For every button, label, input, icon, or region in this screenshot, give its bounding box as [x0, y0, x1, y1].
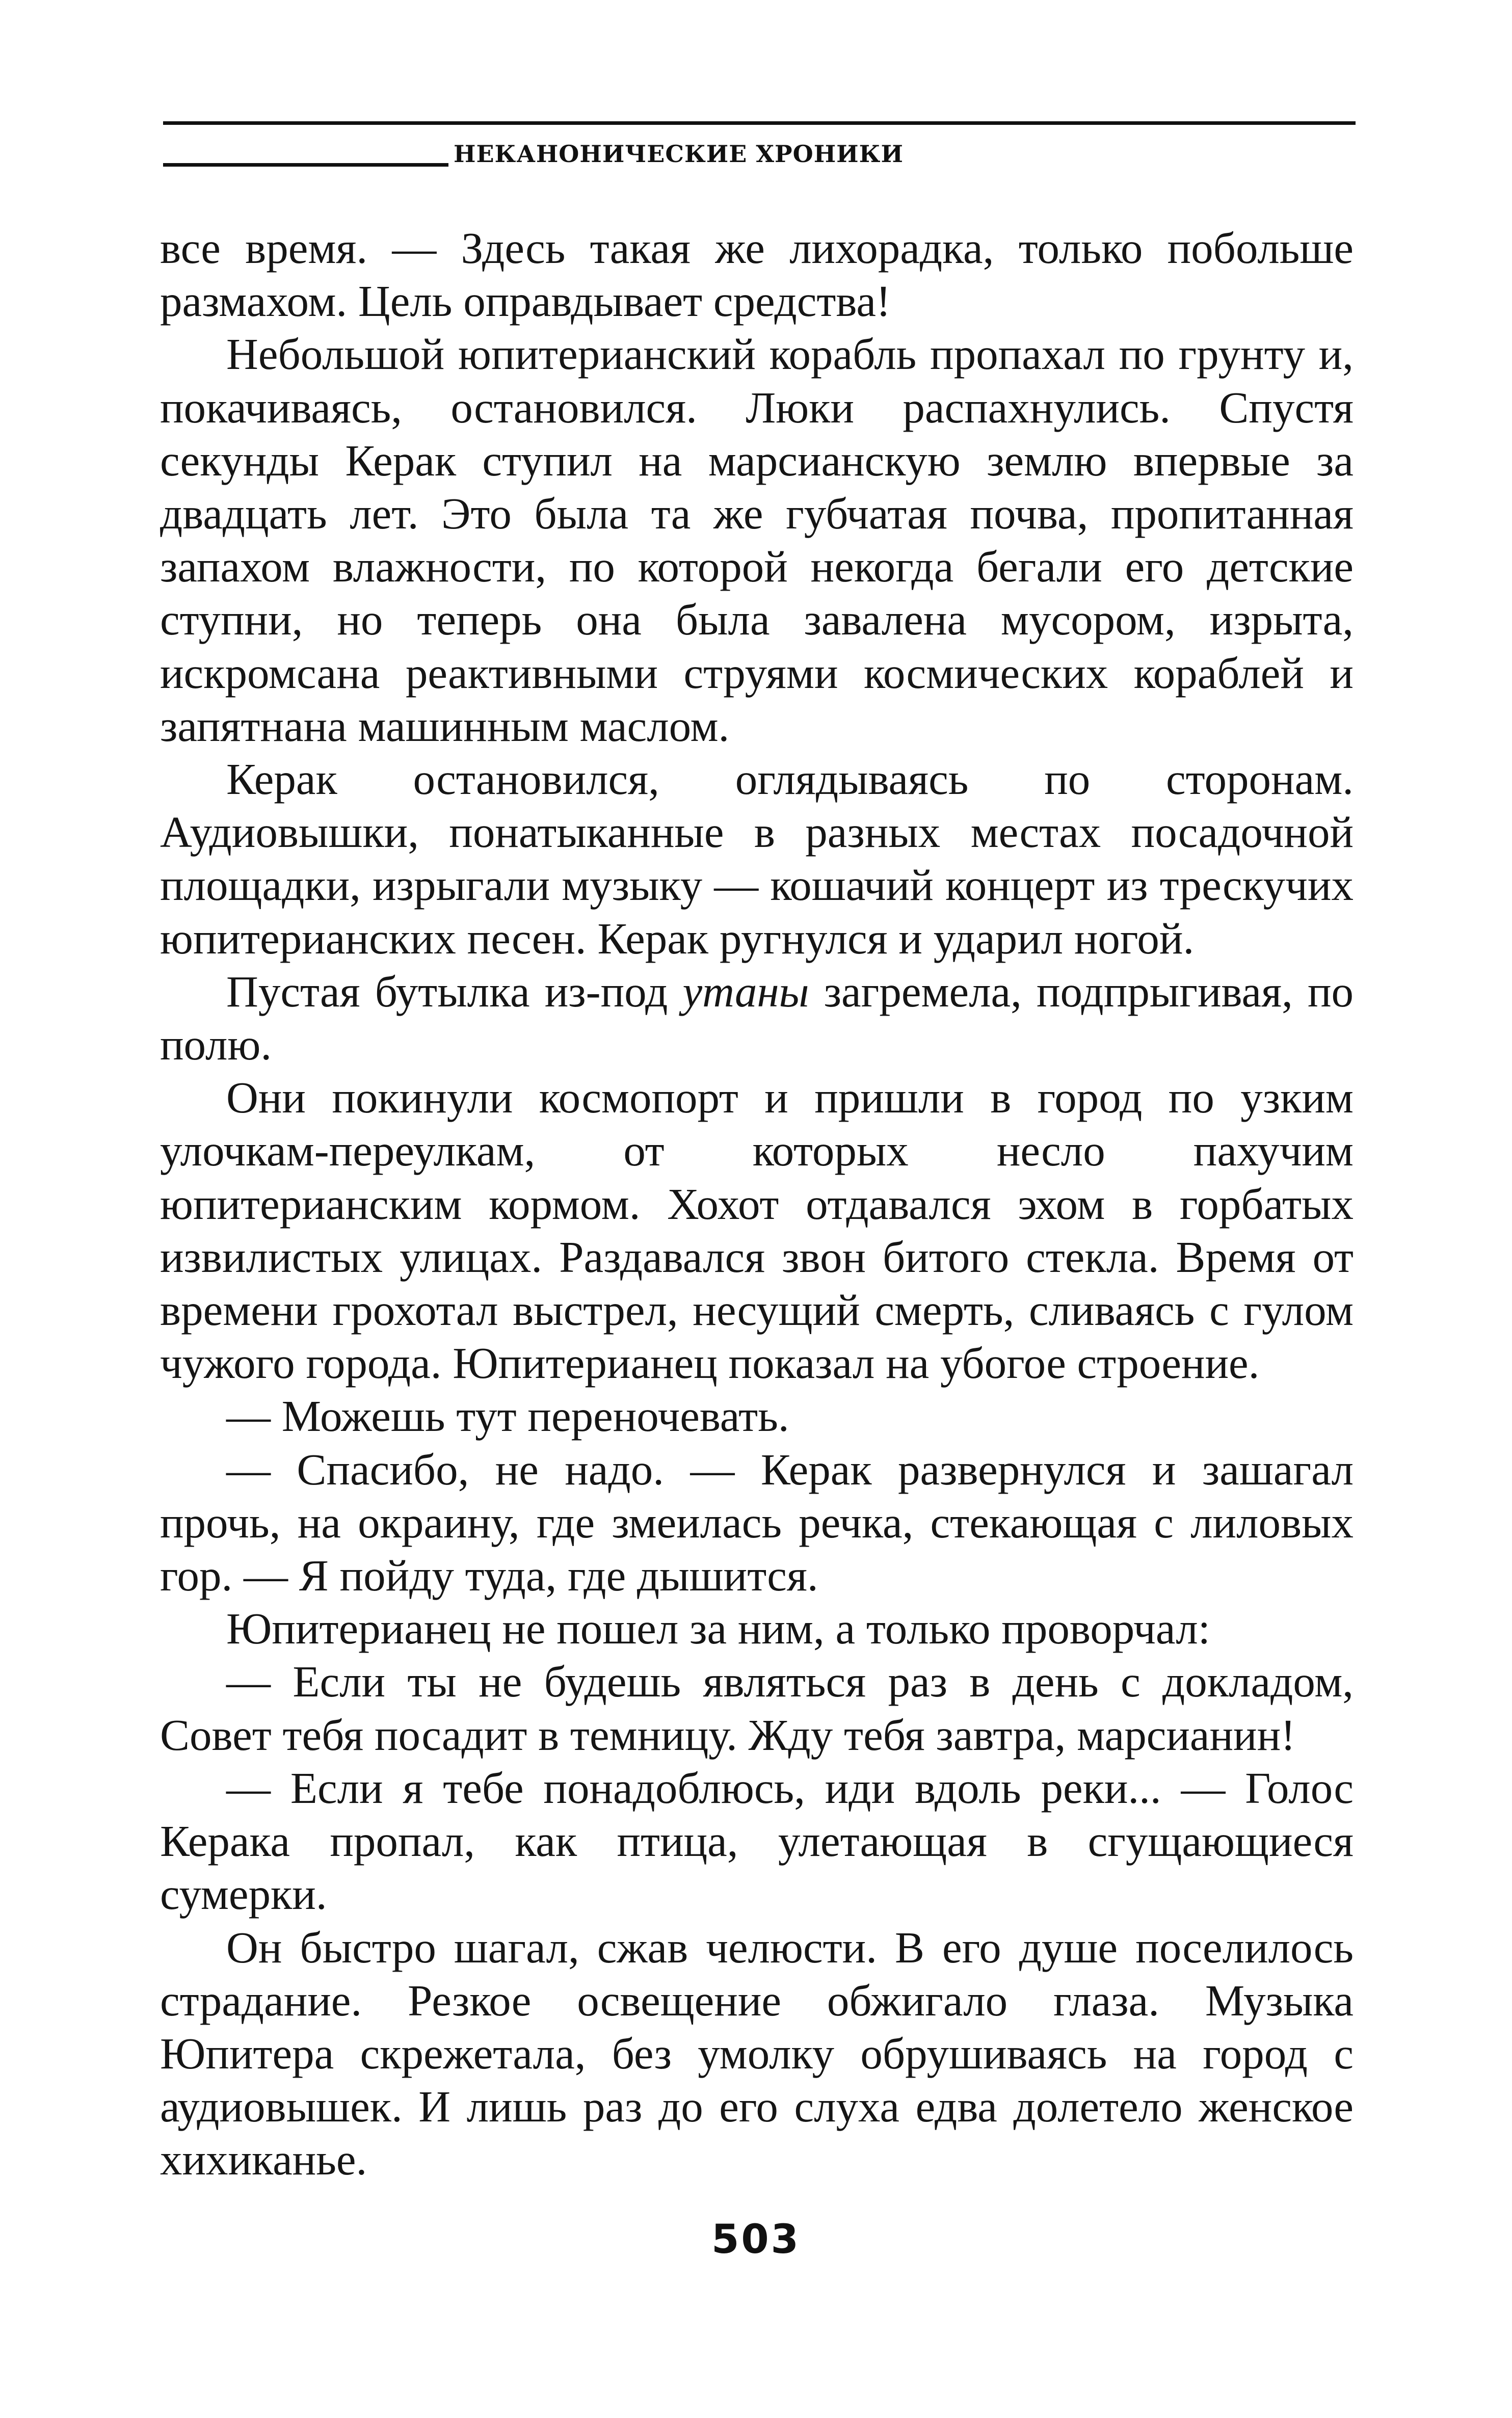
paragraph: — Можешь тут переночевать. — [226, 1391, 789, 1441]
paragraph: Небольшой юпитерианский корабль пропахал по грунту и, покачиваясь, остановился. Люки распахнулись. Спустя секунды Керак ступил на марсианскую землю впервые за двадцать лет. Это была та же губчатая почва, пропитанная запахом влажности, по которой некогда бегали его детские ступни, но теперь она была завалена мусором, изрыта, искромсана реактивными струями космических кораблей и запятнана машинным маслом. — [160, 329, 1354, 751]
italic-word: утаны — [682, 966, 809, 1016]
header-rule-left — [163, 163, 448, 167]
paragraph: — Спасибо, не надо. — Керак развернулся и зашагал прочь, на окраину, где змеилась речка, стекающая с лиловых гор. — Я пойду туда, где дышится. — [160, 1444, 1354, 1601]
running-title: НЕКАНОНИЧЕСКИЕ ХРОНИКИ — [454, 140, 904, 168]
paragraph: Они покинули космопорт и пришли в город по узким улочкам-переулкам, от которых несло пахучим юпитерианским кормом. Хохот отдавался эхом в горбатых извилистых улицах. Раздавался звон битого стекла. Время от времени грохотал выстрел, несущий смерть, сливаясь с гулом чужого города. Юпитерианец показал на убогое строение. — [160, 1073, 1354, 1388]
header-rule-top — [163, 121, 1356, 125]
page-number: 503 — [711, 2217, 801, 2263]
paragraph: — Если я тебе понадоблюсь, иди вдоль реки... — Голос Керака пропал, как птица, улетающая в сгущающиеся сумерки. — [160, 1763, 1354, 1919]
paragraph: все время. — Здесь такая же лихорадка, только побольше размахом. Цель оправдывает средства! — [160, 223, 1354, 326]
paragraph: — Если ты не будешь являться раз в день с докладом, Совет тебя посадит в темницу. Жду тебя завтра, марсианин! — [160, 1657, 1354, 1760]
paragraph: Юпитерианец не пошел за ним, а только проворчал: — [226, 1604, 1210, 1654]
paragraph: Он быстро шагал, сжав челюсти. В его душе поселилось страдание. Резкое освещение обжигало глаза. Музыка Юпитера скрежетала, без умолку обрушиваясь на город с аудиовышек. И лишь раз до его слуха едва долетело женское хихиканье. — [160, 1922, 1354, 2185]
paragraph: Керак остановился, оглядываясь по сторонам. Аудиовышки, понатыканные в разных местах посадочной площадки, изрыгали музыку — кошачий концерт из трескучих юпитерианских песен. Керак ругнулся и ударил ногой. — [160, 754, 1354, 963]
paragraph: Пустая бутылка из-под утаны загремела, подпрыгивая, по полю. — [160, 966, 1354, 1070]
body-text — [160, 222, 1354, 2187]
